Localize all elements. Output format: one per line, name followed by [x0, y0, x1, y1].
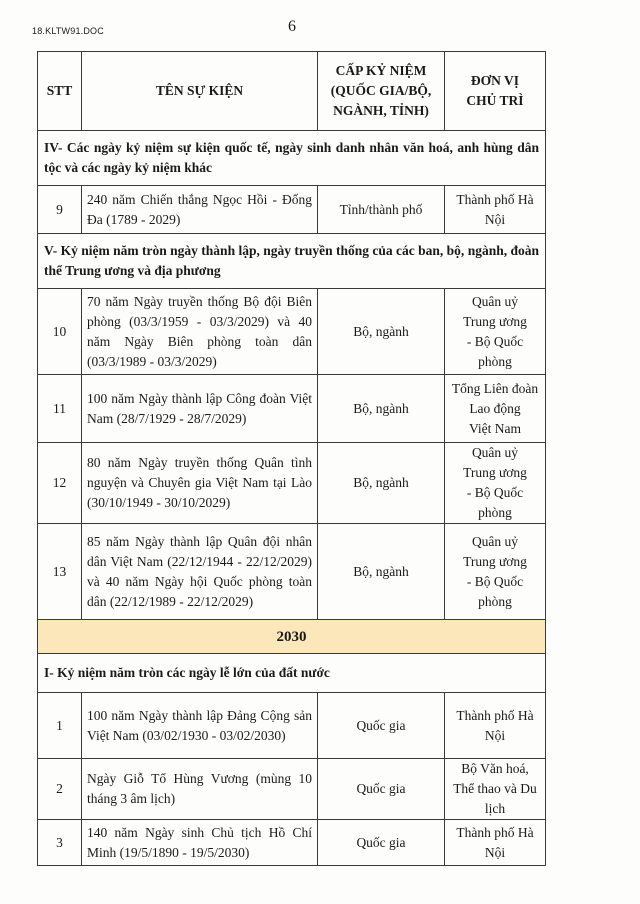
cell-stt: 9	[38, 186, 82, 234]
cell-stt: 11	[38, 375, 82, 443]
cell-event-name: 70 năm Ngày truyền thống Bộ đội Biên phòng (03/3/1959 - 03/3/2029) và 40 năm Ngày Biên phòng toàn dân (03/3/1989 - 03/3/2029)	[82, 289, 318, 375]
host-line: Thành phố Hà Nội	[456, 824, 534, 860]
host-line: Quân uỷ	[471, 293, 519, 309]
cell-event-name: 100 năm Ngày thành lập Đảng Cộng sản Việt Nam (03/02/1930 - 03/02/2030)	[82, 693, 318, 759]
col-header-level-line: (QUỐC GIA/BỘ,	[330, 83, 432, 98]
host-line: Quân uỷ	[471, 445, 519, 460]
cell-host	[445, 443, 546, 524]
col-header-stt: STT	[38, 52, 82, 131]
cell-event-name: 80 năm Ngày truyền thống Quân tình nguyện và Chuyên gia Việt Nam tại Lào (30/10/1949 - 30/10/2029)	[82, 443, 318, 524]
cell-level: Bộ, ngành	[318, 524, 445, 620]
cell-level: Bộ, ngành	[318, 289, 445, 375]
cell-stt: 10	[38, 289, 82, 375]
col-header-host-line: CHỦ TRÌ	[466, 93, 524, 108]
section-title: I- Kỷ niệm năm tròn các ngày lễ lớn của đất nước	[38, 654, 546, 693]
cell-event-name: 140 năm Ngày sinh Chủ tịch Hồ Chí Minh (19/5/1890 - 19/5/2030)	[82, 820, 318, 866]
events-table	[37, 51, 546, 866]
col-header-host	[445, 52, 546, 131]
host-line: - Bộ Quốc phòng	[466, 485, 524, 520]
section-row	[38, 234, 546, 289]
cell-level: Quốc gia	[318, 820, 445, 866]
cell-stt: 1	[38, 693, 82, 759]
cell-host	[445, 820, 546, 866]
host-line: Tổng Liên đoàn	[451, 380, 539, 396]
year-heading: 2030	[38, 620, 546, 654]
cell-host	[445, 186, 546, 234]
host-line: Trung ương	[463, 313, 527, 329]
cell-host	[445, 759, 546, 820]
host-line: Thể thao và Du lịch	[453, 781, 537, 816]
col-header-host-line: ĐƠN VỊ	[470, 73, 520, 88]
table-row	[38, 524, 546, 620]
cell-host	[445, 289, 546, 375]
host-line: Thành phố Hà Nội	[456, 191, 534, 227]
cell-host	[445, 524, 546, 620]
cell-event-name: 85 năm Ngày thành lập Quân đội nhân dân Việt Nam (22/12/1944 - 22/12/2029) và 40 năm Ngày hội Quốc phòng toàn dân (22/12/1989 - 22/12/2029)	[82, 524, 318, 620]
cell-level: Bộ, ngành	[318, 375, 445, 443]
cell-level: Quốc gia	[318, 693, 445, 759]
host-line: Trung ương	[463, 465, 527, 480]
section-title: IV- Các ngày kỷ niệm sự kiện quốc tế, ngày sinh danh nhân văn hoá, anh hùng dân tộc và các ngày kỷ niệm khác	[38, 131, 546, 186]
cell-event-name: Ngày Giỗ Tổ Hùng Vương (mùng 10 tháng 3 âm lịch)	[82, 759, 318, 820]
col-header-name: TÊN SỰ KIỆN	[82, 52, 318, 131]
cell-stt: 12	[38, 443, 82, 524]
document-filename: 18.KLTW91.DOC	[32, 26, 104, 36]
host-line: Thành phố Hà Nội	[456, 707, 534, 743]
table-row	[38, 186, 546, 234]
section-row	[38, 131, 546, 186]
table-header-row	[38, 52, 546, 131]
cell-level: Bộ, ngành	[318, 443, 445, 524]
col-header-level-line: CẤP KỶ NIỆM	[335, 63, 427, 78]
host-line: Việt Nam	[468, 420, 522, 436]
table-row	[38, 820, 546, 866]
year-row	[38, 620, 546, 654]
cell-stt: 2	[38, 759, 82, 820]
section-title: V- Kỷ niệm năm tròn ngày thành lập, ngày truyền thống của các ban, bộ, ngành, đoàn thể Trung ương và địa phương	[38, 234, 546, 289]
cell-event-name: 100 năm Ngày thành lập Công đoàn Việt Nam (28/7/1929 - 28/7/2029)	[82, 375, 318, 443]
table-row	[38, 375, 546, 443]
host-line: - Bộ Quốc phòng	[466, 333, 524, 369]
cell-level: Quốc gia	[318, 759, 445, 820]
host-line: - Bộ Quốc phòng	[466, 573, 524, 609]
page-number: 6	[288, 18, 296, 35]
cell-host	[445, 693, 546, 759]
cell-event-name: 240 năm Chiến thắng Ngọc Hồi - Đống Đa (1789 - 2029)	[82, 186, 318, 234]
cell-stt: 13	[38, 524, 82, 620]
col-header-level	[318, 52, 445, 131]
section-row	[38, 654, 546, 693]
host-line: Lao động	[469, 400, 521, 416]
table-row	[38, 759, 546, 820]
cell-stt: 3	[38, 820, 82, 866]
table-row	[38, 289, 546, 375]
cell-level: Tỉnh/thành phố	[318, 186, 445, 234]
table-row	[38, 693, 546, 759]
col-header-level-line: NGÀNH, TỈNH)	[333, 103, 429, 118]
table-row	[38, 443, 546, 524]
host-line: Quân uỷ	[471, 533, 519, 549]
cell-host	[445, 375, 546, 443]
host-line: Bộ Văn hoá,	[461, 761, 529, 776]
host-line: Trung ương	[463, 553, 527, 569]
